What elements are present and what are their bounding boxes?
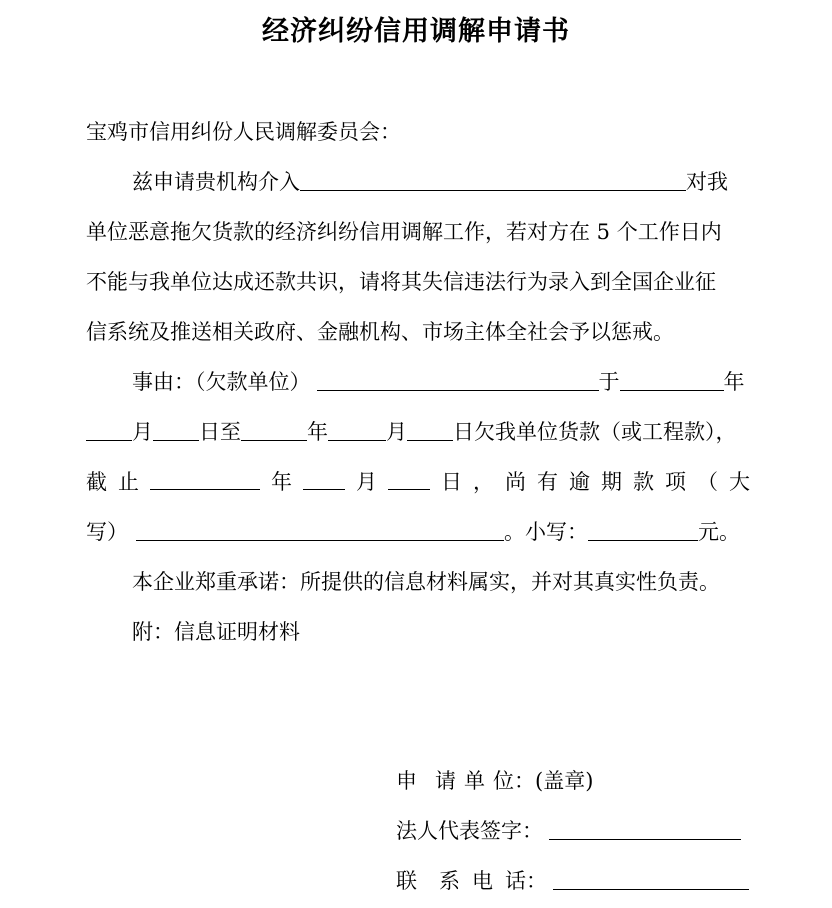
stop-char: 止 xyxy=(118,470,139,494)
para1-line3: 不能与我单位达成还款共识，请将其失信违法行为录入到全国企业征 xyxy=(86,270,716,294)
label-char: 请 xyxy=(435,769,456,793)
para1-line1 xyxy=(132,167,728,197)
amount-digits-blank[interactable] xyxy=(588,518,698,541)
phone-line xyxy=(396,866,749,896)
small-amount-label: 。小写： xyxy=(504,520,588,544)
debtor-blank[interactable] xyxy=(317,368,599,391)
day-text: 日 xyxy=(441,470,462,494)
as-of-year-blank[interactable] xyxy=(150,467,260,490)
pledge: 本企业郑重承诺：所提供的信息材料属实，并对其真实性负责。 xyxy=(132,570,720,594)
institution-blank[interactable] xyxy=(300,168,686,191)
seal-text: ：(盖章) xyxy=(514,769,594,793)
against-text: 对我 xyxy=(686,170,728,194)
still-char: 有 xyxy=(537,470,558,494)
applicant-unit-line xyxy=(396,766,593,796)
as-of-day-blank[interactable] xyxy=(388,467,430,490)
end-month-blank[interactable] xyxy=(328,418,386,441)
still-char: 款 xyxy=(633,470,654,494)
legal-rep-signature-blank[interactable] xyxy=(549,817,741,840)
legal-rep-line xyxy=(396,816,741,846)
end-year-blank[interactable] xyxy=(241,418,307,441)
amount-line xyxy=(86,517,740,547)
para1-line4: 信系统及推送相关政府、金融机构、市场主体全社会予以惩戒。 xyxy=(86,320,674,344)
document-title: 经济纠纷信用调解申请书 xyxy=(262,16,570,47)
still-char: 尚 xyxy=(505,470,526,494)
end-day-blank[interactable] xyxy=(407,418,453,441)
owed-text: 日欠我单位货款（或工程款）， xyxy=(453,420,737,444)
label-char: 单 xyxy=(464,769,485,793)
year-text: 年 xyxy=(271,470,292,494)
xie-text: 写） xyxy=(86,520,128,544)
month-text: 月 xyxy=(132,420,153,444)
still-char: 项 xyxy=(665,470,686,494)
period-line xyxy=(86,417,737,447)
day-to-text: 日至 xyxy=(199,420,241,444)
matter-line xyxy=(132,367,745,397)
para1-line2: 单位恶意拖欠货款的经济纠纷信用调解工作，若对方在 5 个工作日内 xyxy=(86,220,722,244)
label-char: 位 xyxy=(493,769,514,793)
matter-label: 事由：（欠款单位） xyxy=(132,370,311,394)
label-char: 系 xyxy=(439,869,460,893)
paren-open: （ xyxy=(697,470,718,494)
as-of-month-blank[interactable] xyxy=(303,467,345,490)
comma-text: ， xyxy=(473,470,494,494)
as-of-line xyxy=(86,467,750,497)
year-text: 年 xyxy=(307,420,328,444)
attachment: 附：信息证明材料 xyxy=(132,620,300,644)
month-text: 月 xyxy=(356,470,377,494)
still-char: 逾 xyxy=(569,470,590,494)
amount-words-blank[interactable] xyxy=(136,518,504,541)
colon-text: ： xyxy=(526,869,547,893)
month-text: 月 xyxy=(386,420,407,444)
label-char: 申 xyxy=(396,769,417,793)
legal-rep-label: 法人代表签字： xyxy=(396,819,543,843)
start-day-blank[interactable] xyxy=(153,418,199,441)
intro-text: 兹申请贵机构介入 xyxy=(132,170,300,194)
label-char: 联 xyxy=(396,869,417,893)
start-year-blank[interactable] xyxy=(620,368,724,391)
da-char: 大 xyxy=(729,470,750,494)
as-of-char: 截 xyxy=(86,470,107,494)
label-char: 电 xyxy=(472,869,493,893)
addressee: 宝鸡市信用纠份人民调解委员会： xyxy=(86,120,401,144)
yu-text: 于 xyxy=(598,370,620,394)
label-char: 话 xyxy=(505,869,526,893)
phone-blank[interactable] xyxy=(553,867,749,890)
yuan-text: 元。 xyxy=(698,520,740,544)
year-text: 年 xyxy=(723,370,745,394)
still-char: 期 xyxy=(601,470,622,494)
start-month-blank[interactable] xyxy=(86,418,132,441)
